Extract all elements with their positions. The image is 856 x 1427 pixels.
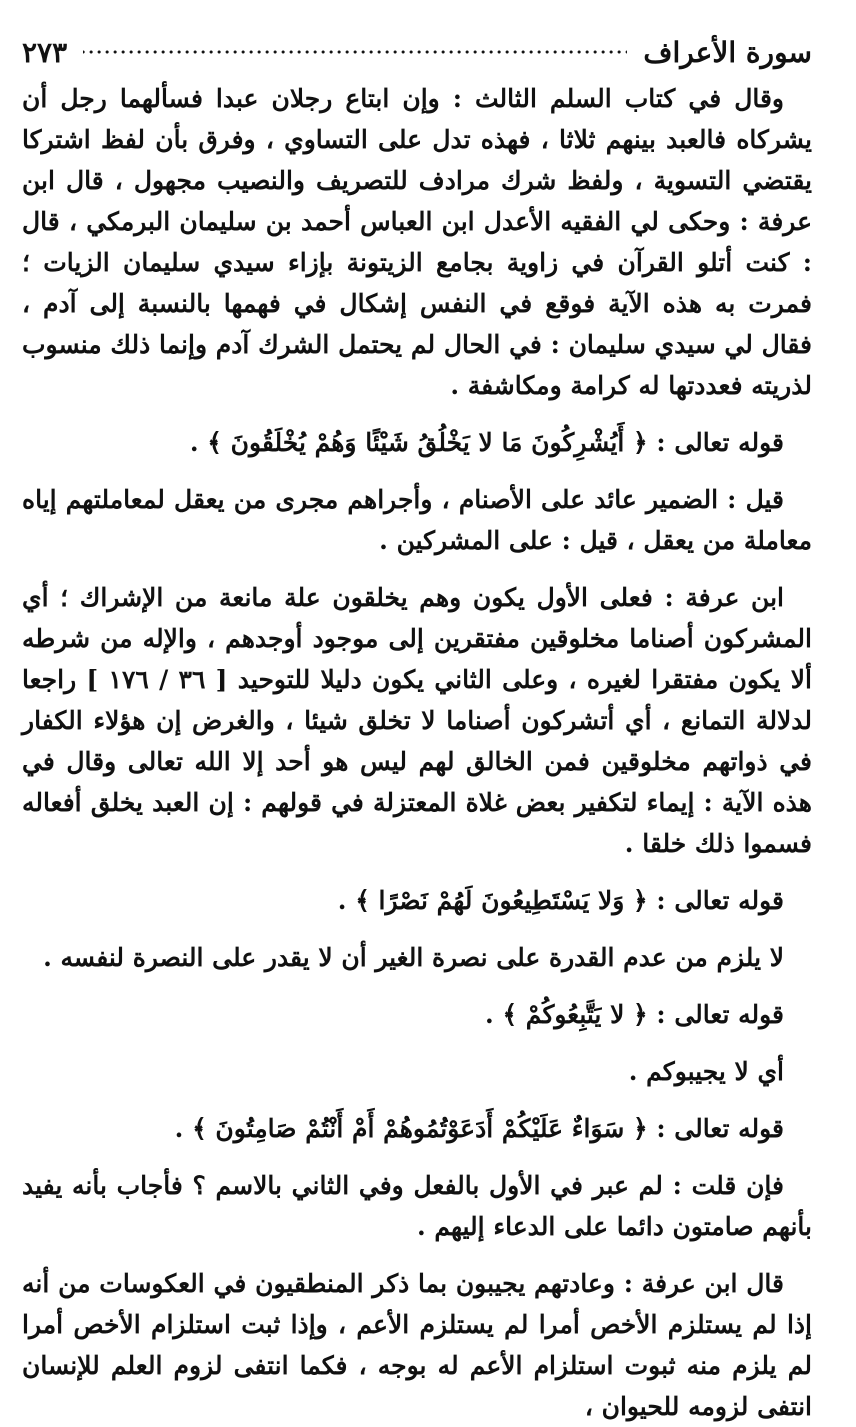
surah-title: سورة الأعراف [643, 35, 812, 69]
header-dotted-leader [83, 45, 627, 59]
verse-quote-sawaun: قوله تعالى : ﴿ سَوَاءٌ عَلَيْكُمْ أَدَعَوْتُمُوهُمْ أَمْ أَنْتُمْ صَامِتُونَ ﴾ . [174, 1114, 784, 1143]
page-header [22, 30, 812, 74]
verse-quote-la-yattabiukum: قوله تعالى : ﴿ لا يَتَّبِعُوكُمْ ﴾ . [485, 1000, 784, 1029]
paragraph-question-answer: فإن قلت : لم عبر في الأول بالفعل وفي الثاني بالاسم ؟ فأجاب بأنه يفيد بأنهم صامتون دائما على الدعاء إليهم . [22, 1171, 812, 1241]
verse-quote-la-yastatiun: قوله تعالى : ﴿ وَلا يَسْتَطِيعُونَ لَهُمْ نَصْرًا ﴾ . [337, 886, 784, 915]
paragraph-nusra-note: لا يلزم من عدم القدرة على نصرة الغير أن لا يقدر على النصرة لنفسه . [43, 943, 784, 972]
paragraph-la-yujibukum: أي لا يجيبوكم . [628, 1057, 784, 1086]
paragraph-logicians-note: قال ابن عرفة : وعادتهم يجيبون بما ذكر المنطقيون في العكوسات من أنه إذا لم يستلزم الأخص أمرا لم يستلزم الأعم ، وإذا ثبت استلزام الأخص أمرا لم يلزم منه ثبوت استلزام الأعم له بوجه ، فكما انتفى لزوم العلم للإنسان انتفى لزومه للحيوان ، [22, 1269, 812, 1421]
book-page [22, 30, 812, 1421]
paragraph-salam-commentary: وقال في كتاب السلم الثالث : وإن ابتاع رجلان عبدا فسألهما رجل أن يشركاه فالعبد بينهم ثلاثا ، فهذه تدل على التساوي ، وفرق بأن لفظ اشتركا يقتضي التسوية ، ولفظ شرك مرادف للتصريف والنصيب مجهول ، قال ابن عرفة : وحكى لي الفقيه الأعدل ابن العباس أحمد بن سليمان البرمكي ، قال : كنت أتلو القرآن في زاوية بجامع الزيتونة بإزاء سيدي سليمان الزيات ؛ فمرت به هذه الآية فوقع في النفس إشكال في فهمها بالنسبة إلى آدم ، فقال لي سيدي سليمان : في الحال لم يحتمل الشرك آدم وإنما ذلك منسوب لذريته فعددتها له كرامة ومكاشفة . [22, 84, 812, 400]
paragraph-pronoun-reference: قيل : الضمير عائد على الأصنام ، وأجراهم مجرى من يعقل لمعاملتهم إياه معاملة من يعقل ، قيل : على المشركين . [22, 485, 812, 555]
paragraph-ibn-arafa-commentary: ابن عرفة : فعلى الأول يكون وهم يخلقون علة مانعة من الإشراك ؛ أي المشركون أصناما مخلوقين مفتقرين إلى موجود أوجدهم ، والإله من شرطه ألا يكون مفتقرا لغيره ، وعلى الثاني يكون دليلا للتوحيد [ ٣٦ / ١٧٦ ] راجعا لدلالة التمانع ، أي أتشركون أصناما لا تخلق شيئا ، والغرض إن هؤلاء الكفار في ذواتهم مخلوقين فمن الخالق لهم ليس هو أحد إلا الله تعالى وقال في هذه الآية : إيماء لتكفير بعض غلاة المعتزلة في قولهم : إن العبد يخلق أفعاله فسموا ذلك خلقا . [22, 583, 812, 858]
verse-quote-yushrikun: قوله تعالى : ﴿ أَيُشْرِكُونَ مَا لا يَخْلُقُ شَيْئًا وَهُمْ يُخْلَقُونَ ﴾ . [189, 428, 784, 457]
page-body [22, 78, 812, 1427]
page-number: ٢٧٣ [22, 35, 68, 69]
